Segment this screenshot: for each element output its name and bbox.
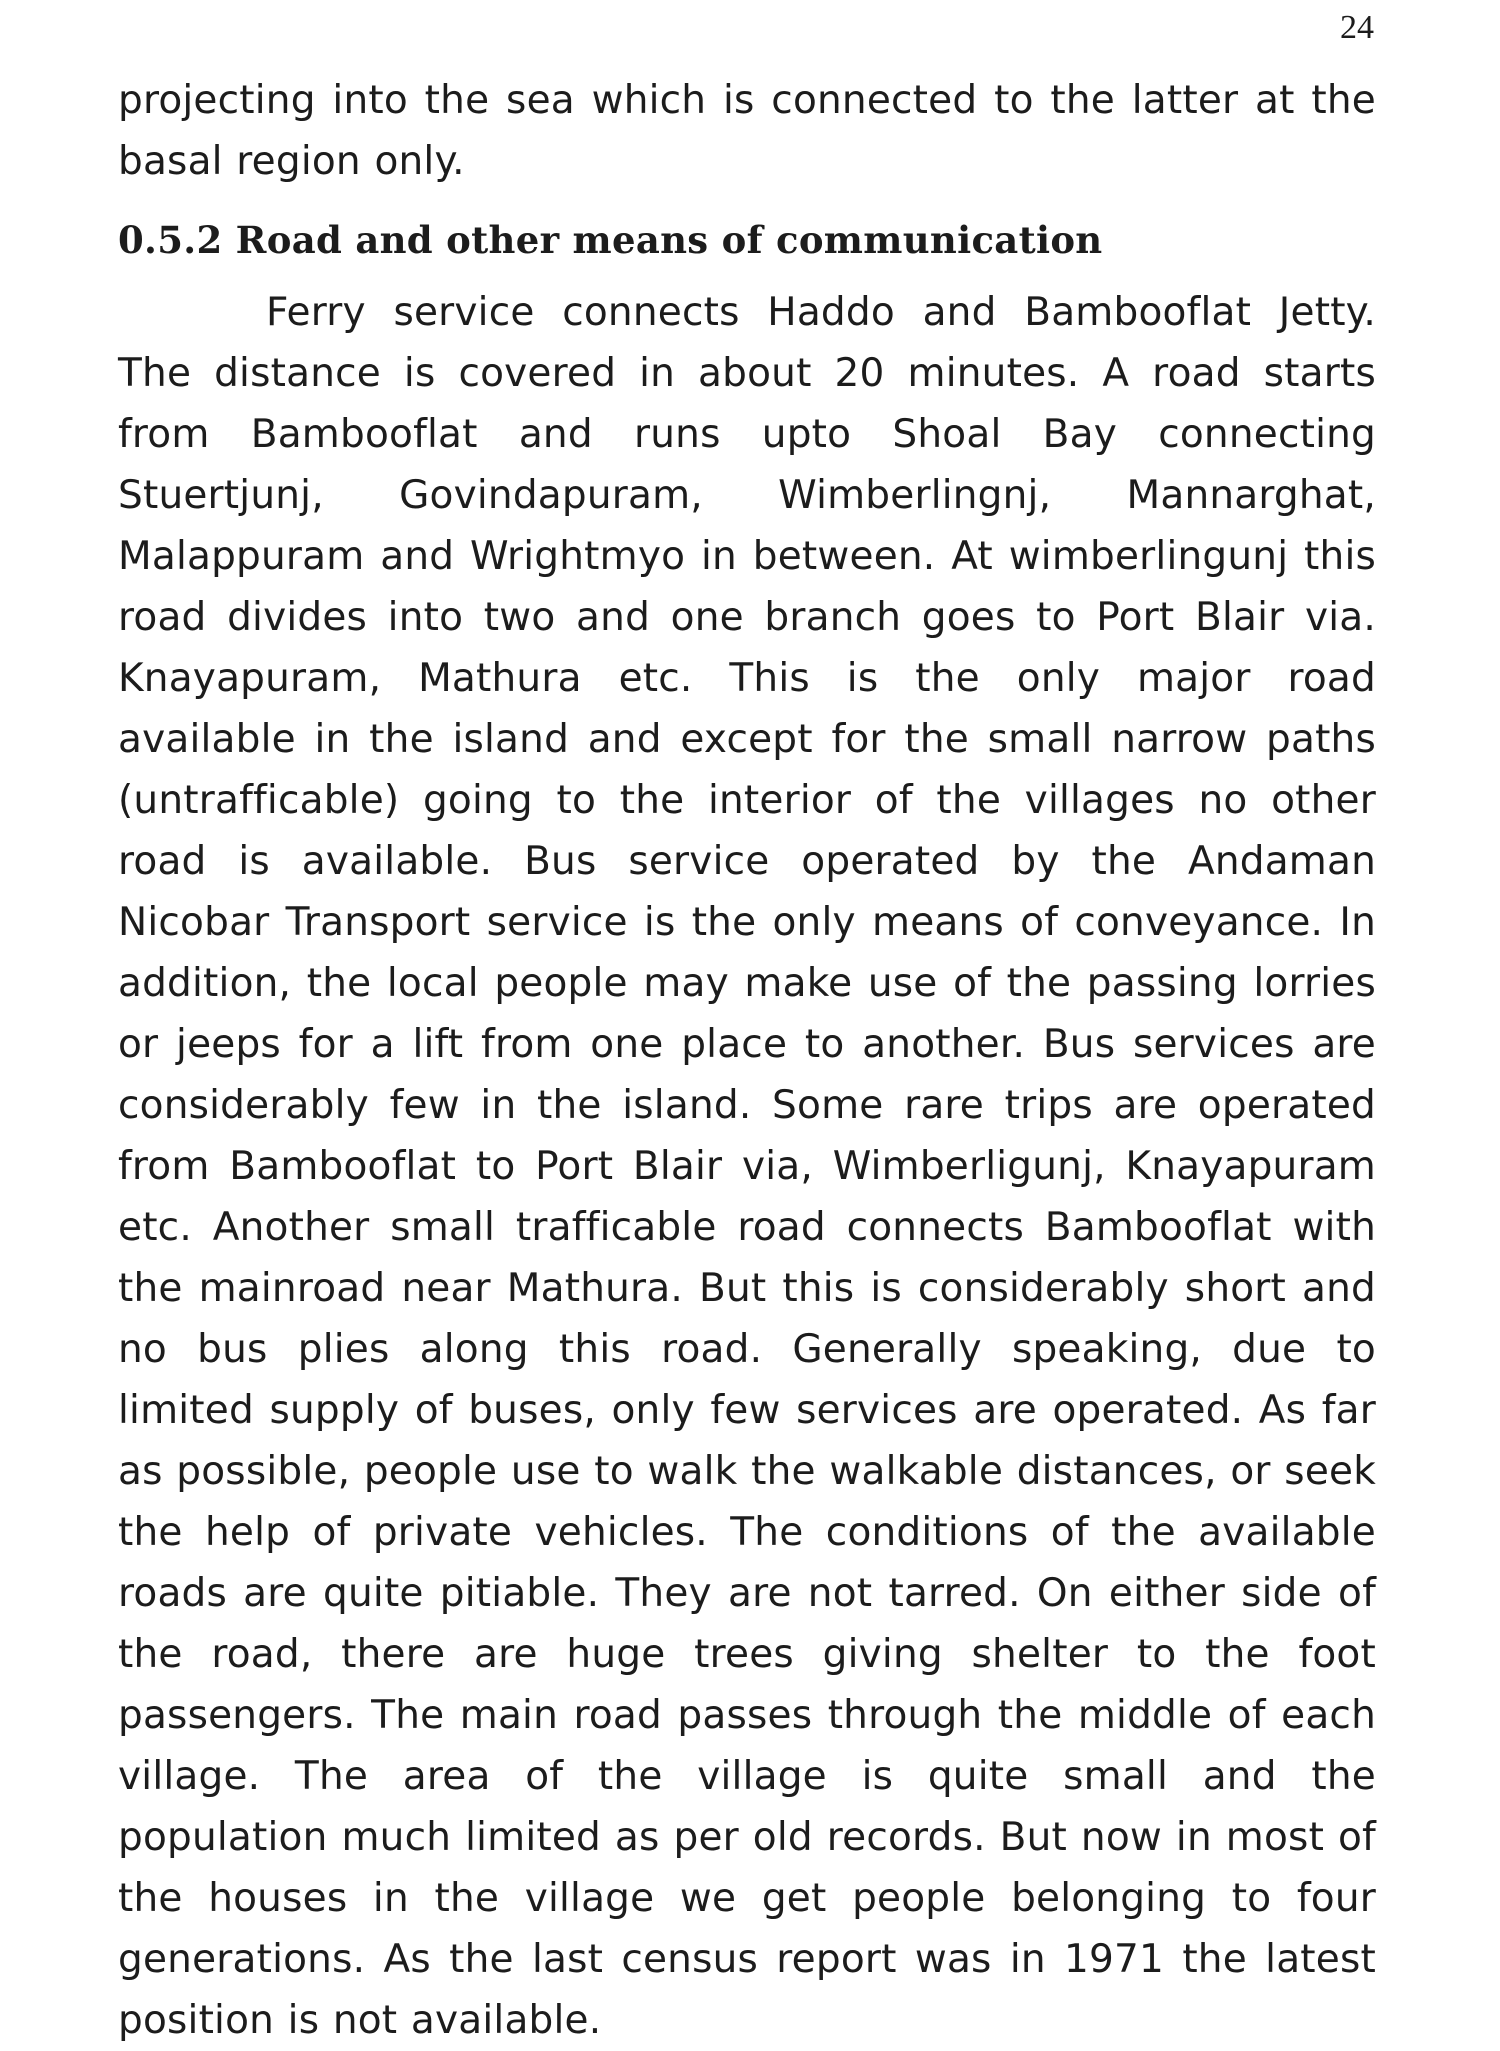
section-body-paragraph: Ferry service connects Haddo and Bambooflat Jetty. The distance is covered in about 20 minutes. A road starts from Bambooflat and runs upto Shoal Bay connecting Stuertjunj, Govindapuram, Wimberlingnj, Mannarghat, Malappuram and Wrightmyo in between. At wimberlingunj this road divides into two and one branch goes to Port Blair via. Knayapuram, Mathura etc. This is the only major road available in the island and except for the small narrow paths (untrafficable) going to the interior of the villages no other road is available. Bus service operated by the Andaman Nicobar Transport service is the only means of conveyance. In addition, the local people may make use of the passing lorries or jeeps for a lift from one place to another. Bus services are considerably few in the island. Some rare trips are operated from Bambooflat to Port Blair via, Wimberligunj, Knayapuram etc. Another small trafficable road connects Bambooflat with the mainroad near Mathura. But this is considerably short and no bus plies along this road. Generally speaking, due to limited supply of buses, only few services are operated. As far as possible, people use to walk the walkable distances, or seek the help of private vehicles. The conditions of the available roads are quite pitiable. They are not tarred. On either side of the road, there are huge trees giving shelter to the foot passengers. The main road passes through the middle of each village. The area of the village is quite small and the population much limited as per old records. But now in most of the houses in the village we get people belonging to four generations. As the last census report was in 1971 the latest position is not available. (118, 290, 1376, 2043)
intro-paragraph: projecting into the sea which is connected to the latter at the basal region only. (118, 78, 1376, 184)
page-content (118, 70, 1376, 2051)
page-number: 24 (1340, 9, 1374, 46)
section-heading: 0.5.2 Road and other means of communication (118, 218, 1103, 262)
